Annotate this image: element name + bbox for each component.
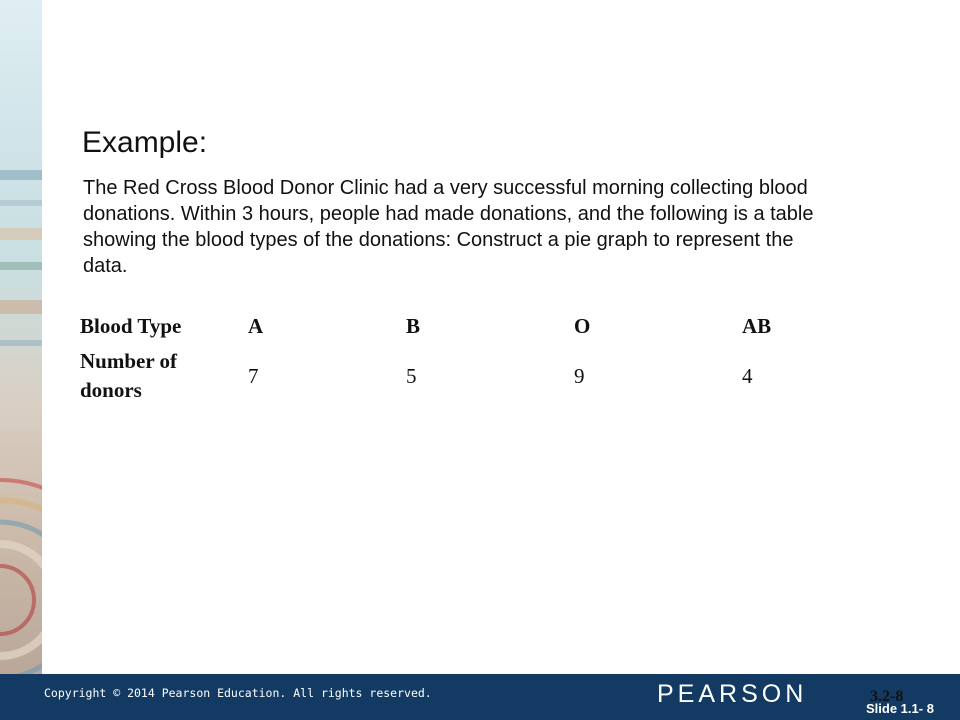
table-header-row	[80, 309, 802, 343]
blood-type-table	[80, 309, 802, 409]
pearson-logo: PEARSON	[657, 680, 808, 708]
header-type-b: B	[406, 313, 421, 338]
decorative-side-strip	[0, 0, 42, 674]
row-label-line1: Number of	[80, 349, 178, 373]
count-type-b: 5	[406, 363, 417, 388]
row-label-number-of-donors	[80, 343, 248, 409]
count-type-o: 9	[574, 363, 585, 388]
slide-number-primary: 3.2-8	[870, 688, 904, 705]
header-type-a: A	[248, 313, 264, 338]
footer-bar	[0, 674, 960, 720]
count-type-ab: 4	[742, 363, 753, 388]
copyright-notice: Copyright © 2014 Pearson Education. All rights reserved.	[44, 686, 432, 700]
header-type-o: O	[574, 313, 591, 338]
slide-title: Example:	[82, 126, 208, 159]
side-strip-artwork	[0, 0, 42, 674]
table-row-donors	[80, 343, 802, 409]
count-type-a: 7	[248, 363, 259, 388]
header-blood-type: Blood Type	[80, 313, 182, 338]
slide-number-secondary: Slide 1.1- 8	[866, 701, 934, 716]
slide-body-text: The Red Cross Blood Donor Clinic had a very successful morning collecting blood donations. Within 3 hours, people had made donations, and the following is a table showing the blood types of the donations: Construct a pie graph to represent the data.	[83, 177, 814, 277]
row-label-line2: donors	[80, 378, 142, 402]
header-type-ab: AB	[742, 313, 772, 338]
